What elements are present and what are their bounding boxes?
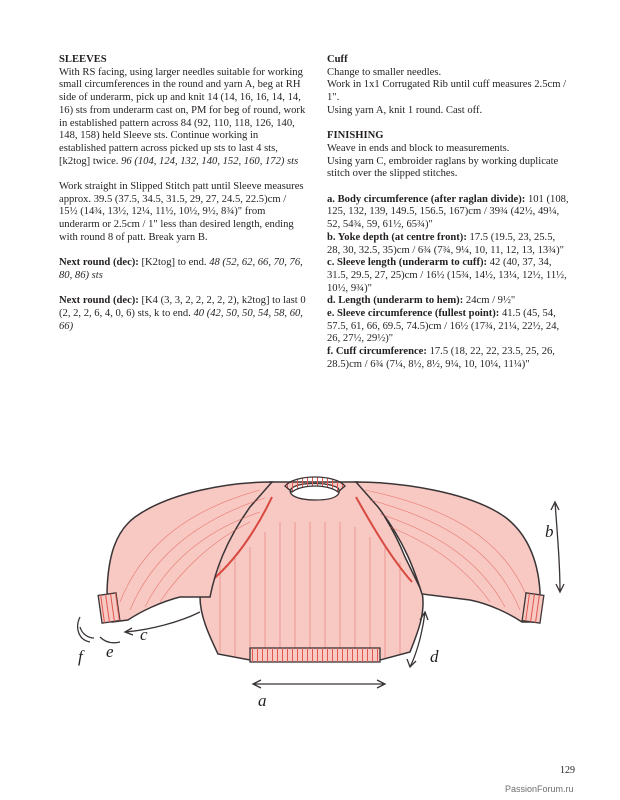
measurement-d <box>327 295 569 308</box>
label-e: e <box>106 642 114 661</box>
measurement-value: 17.5 (18, 22, 22, 23.5, 25, 26, 28.5)cm / 6¾ (7¼, 8½, 8½, 9¼, 10, 10¼, 11¼)" <box>327 346 555 370</box>
finishing-heading: FINISHING <box>327 130 384 142</box>
sleeves-heading: SLEEVES <box>59 54 107 65</box>
measurement-c <box>327 257 569 295</box>
cuff-line: Change to smaller needles. <box>327 66 442 78</box>
page-number: 129 <box>560 765 575 776</box>
finishing-line: Using yarn C, embroider raglans by working duplicate stitch over the slipped stitches. <box>327 155 559 180</box>
right-column <box>327 54 569 372</box>
label-d: d <box>430 647 439 666</box>
dec2-label: Next round (dec): <box>59 295 139 307</box>
cuff-line: Using yarn A, knit 1 round. Cast off. <box>327 104 483 116</box>
measurement-value: 41.5 (45, 54, 57.5, 61, 66, 69.5, 74.5)cm / 16½ (17¾, 21¼, 22½, 24, 26, 27½, 29½)" <box>327 308 560 345</box>
measurement-value: 24cm / 9½" <box>465 295 516 307</box>
dec1-text: [K2tog] to end. <box>141 257 207 269</box>
measurement-label: d. Length (underarm to hem): <box>327 295 464 307</box>
cuff-heading: Cuff <box>327 54 348 65</box>
measurement-value: 101 (108, 125, 132, 139, 149.5, 156.5, 167)cm / 39¾ (42½, 49¼, 52, 54¾, 59, 61½, 65¾)" <box>327 193 569 231</box>
sleeves-stitch-count: 96 (104, 124, 132, 140, 152, 160, 172) sts <box>121 155 299 167</box>
measurement-label: c. Sleeve length (underarm to cuff): <box>327 257 488 269</box>
label-a: a <box>258 691 267 710</box>
measurement-value: 42 (40, 37, 34, 31.5, 29.5, 27, 25)cm / 16½ (15¾, 14½, 13¼, 12½, 11½, 10½, 9¾)" <box>327 257 567 294</box>
finishing-line: Weave in ends and block to measurements. <box>327 142 510 154</box>
dec2-count: 40 (42, 50, 50, 54, 58, 60, 66) <box>59 308 303 332</box>
sleeves-text: With RS facing, using larger needles suitable for working small circumferences in the round and yarn A, beg at RH side of underarm, pick up and knit 14 (14, 16, 16, 14, 14, 16) sts from underarm cast on, PM for beg of round, work in established pattern across 84 (92, 110, 118, 126, 140, 148, 158) held Sleeve sts. Continue working in established pattern across picked up sts to last 4 sts, [k2tog] twice. <box>59 66 306 167</box>
measurement-a <box>327 194 569 232</box>
arrow-f <box>78 617 94 642</box>
left-column <box>59 54 307 333</box>
measurement-value: 17.5 (19.5, 23, 25.5, 28, 30, 32.5, 35)cm / 6¾ (7¾, 9¼, 10, 11, 12, 13, 13¾)" <box>327 231 564 256</box>
left-cuff <box>98 593 120 623</box>
right-cuff <box>522 593 544 623</box>
sleeves-paragraph <box>59 67 307 169</box>
neckband <box>285 477 345 500</box>
sweater-diagram <box>60 462 580 722</box>
watermark: PassionForum.ru <box>505 784 574 794</box>
dec2-text: [K4 (3, 3, 2, 2, 2, 2, 2), k2tog] to last 0 (2, 2, 2, 6, 4, 0, 6) sts, k to end. <box>59 295 306 320</box>
decrease-round-1 <box>59 257 307 282</box>
measurement-e <box>327 308 569 346</box>
label-c: c <box>140 625 148 644</box>
measurement-b <box>327 232 569 257</box>
label-b: b <box>545 522 554 541</box>
dec1-label: Next round (dec): <box>59 257 139 269</box>
label-f: f <box>78 647 83 666</box>
arrow-b <box>551 502 564 592</box>
measurement-label: e. Sleeve circumference (fullest point): <box>327 308 500 320</box>
measurement-label: f. Cuff circumference: <box>327 346 427 358</box>
decrease-round-2 <box>59 295 307 333</box>
dec1-count: 48 (52, 62, 66, 70, 76, 80, 86) sts <box>59 257 303 281</box>
measurement-f <box>327 346 569 371</box>
hem-rib <box>250 648 380 662</box>
straight-paragraph: Work straight in Slipped Stitch patt until Sleeve measures approx. 39.5 (37.5, 34.5, 31.5, 29, 27, 24.5, 22.5)cm / 15½ (14¾, 13½, 12¼, 11½, 10½, 9½, 8¾)" from underarm or 2.5cm / 1" less than desired length, ending with round 8 of patt. Break yarn B. <box>59 181 304 243</box>
cuff-line: Work in 1x1 Corrugated Rib until cuff measures 2.5cm / 1". <box>327 79 567 104</box>
measurement-label: a. Body circumference (after raglan divide): <box>327 193 526 205</box>
arrow-a <box>253 680 385 688</box>
measurement-label: b. Yoke depth (at centre front): <box>327 231 467 243</box>
